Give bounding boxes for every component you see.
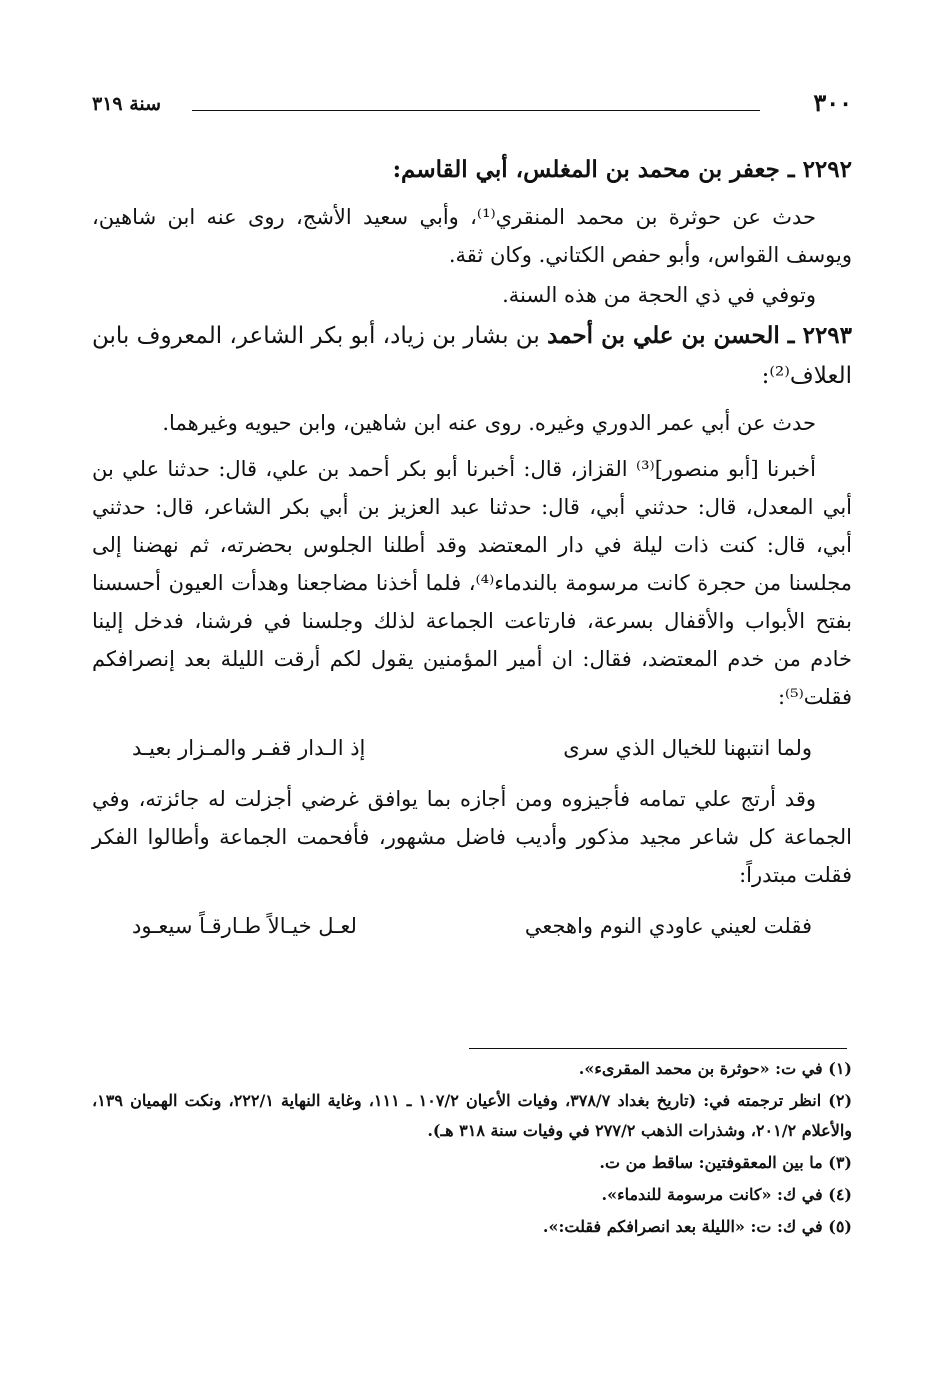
entry-title (92, 150, 852, 190)
footnotes (92, 1054, 852, 1244)
verse-line (132, 728, 812, 768)
page-number: ٣٠٠ (813, 88, 852, 117)
page-body (92, 150, 852, 958)
verse-hemistich-second: إذ الـدار قفـر والمـزار بعيـد (132, 736, 366, 760)
entry-paragraph: وتوفي في ذي الحجة من هذه السنة. (502, 283, 816, 307)
entry-paragraph: وقد أرتج علي تمامه فأجيزوه ومن أجازه بما يوافق غرضي أجزلت له جائزته، وفي الجماعة كل شاعر مجيد مذكور وأديب فاضل مشهور، فأفحمت الجماعة وأطالوا الفكر فقلت مبتدراً: (92, 787, 852, 887)
running-head: سنة ٣١٩ (92, 93, 162, 115)
footnote: (٣) ما بين المعقوفتين: ساقط من ت. (599, 1153, 852, 1172)
entry-title-bold: ٢٢٩٢ ـ جعفر بن محمد بن المغلس، أبي القاسم: (392, 156, 852, 183)
verse-hemistich-first: ولما انتبهنا للخيال الذي سرى (563, 736, 812, 760)
footnote-rule (469, 1048, 847, 1049)
footnote: (٢) انظر ترجمته في: (تاريخ بغداد ٣٧٨/٧، وفيات الأعيان ١٠٧/٢ ـ ١١١، وغاية النهاية ٢٢٢/١، ونكت الهميان ١٣٩، والأعلام ٢٠١/٢، وشذرات الذهب ٢٧٧/٢ في وفيات سنة ٣١٨ هـ). (92, 1091, 853, 1140)
page-header (92, 88, 852, 124)
entry-title (92, 316, 852, 396)
entry-paragraph: حدث عن أبي عمر الدوري وغيره. روى عنه ابن شاهين، وابن حيويه وغيرهما. (162, 411, 816, 435)
entry-paragraph: أخبرنا [أبو منصور]⁽³⁾ القزاز، قال: أخبرنا أبو بكر أحمد بن علي، قال: حدثنا علي بن أبي المعدل، قال: حدثني أبي، قال: حدثنا عبد العزيز بن أبي بكر الشاعر، قال: حدثني أبي، قال: كنت ذات ليلة في دار المعتضد وقد أطلنا الجلوس بحضرته، ثم نهضنا إلى مجلسنا من حجرة كانت مرسومة بالندماء⁽⁴⁾، فلما أخذنا مضاجعنا وهدأت العيون أحسسنا بفتح الأبواب والأقفال بسرعة، فارتاعت الجماعة لذلك وجلسنا في فرشنا، فدخل إلينا خادم من خدم المعتضد، فقال: ان أمير المؤمنين يقول لكم أرقت الليلة بعد إنصرافكم فقلت⁽⁵⁾: (92, 457, 852, 709)
header-rule (192, 110, 760, 111)
entry-title-rest: بن بشار بن زياد، أبو بكر الشاعر، المعروف بابن العلاف⁽²⁾: (92, 323, 852, 389)
entry-paragraph: حدث عن حوثرة بن محمد المنقري⁽¹⁾، وأبي سعيد الأشج، روى عنه ابن شاهين، ويوسف القواس، وأبو حفص الكتاني. وكان ثقة. (92, 205, 852, 267)
entry-title-bold: ٢٢٩٣ ـ الحسن بن علي بن أحمد (547, 322, 853, 349)
footnote: (٤) في ك: «كانت مرسومة للندماء». (601, 1185, 852, 1204)
verse-hemistich-first: فقلت لعيني عاودي النوم واهجعي (524, 914, 812, 938)
verse-line (132, 906, 812, 946)
verse-hemistich-second: لعـل خيـالاً طـارقـاً سيعـود (132, 914, 357, 938)
footnote: (١) في ت: «حوثرة بن محمد المقرىء». (578, 1059, 852, 1078)
footnote: (٥) في ك: ت: «الليلة بعد انصرافكم فقلت:». (542, 1217, 852, 1236)
